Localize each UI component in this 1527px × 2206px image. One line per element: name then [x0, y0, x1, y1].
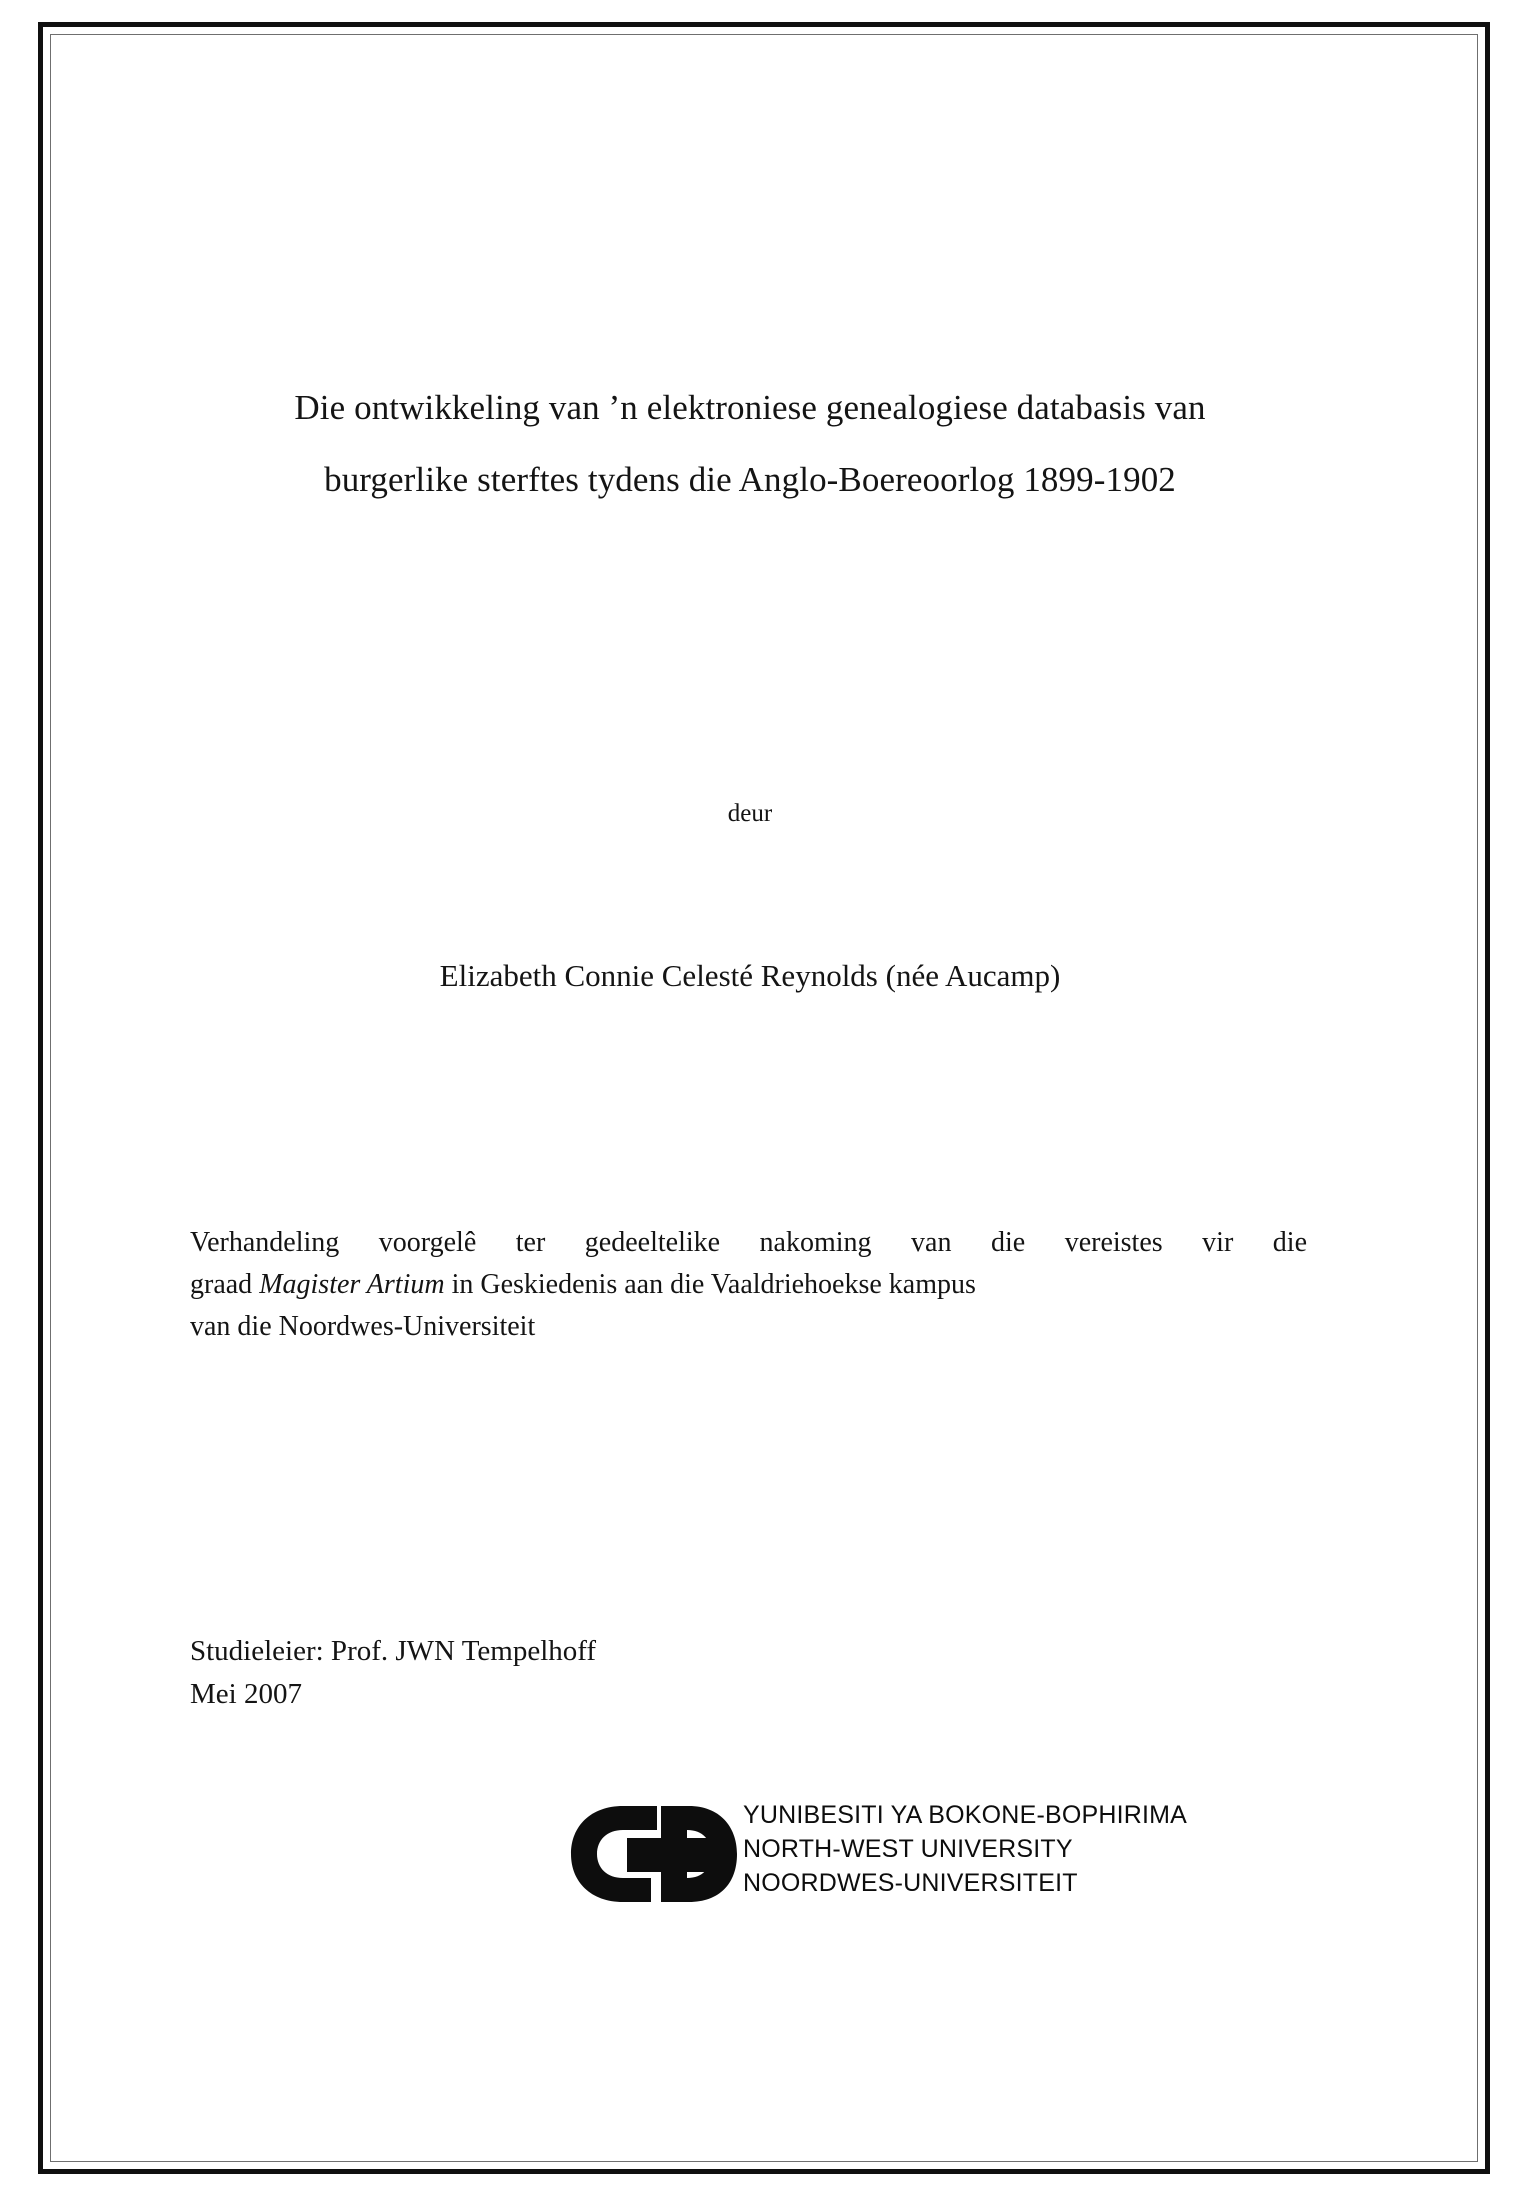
degree-statement-line-2-suffix: in Geskiedenis aan die Vaaldriehoekse kampus: [444, 1269, 976, 1300]
supervisor-block: [190, 1630, 1307, 1716]
author-name: Elizabeth Connie Celesté Reynolds (née Aucamp): [439, 958, 1061, 993]
degree-statement-line-2-prefix: graad: [190, 1269, 260, 1300]
logo-text-line-3: NOORDWES-UNIVERSITEIT: [743, 1869, 1078, 1897]
logo-text-line-2: NORTH-WEST UNIVERSITY: [743, 1835, 1073, 1863]
by-word: deur: [727, 800, 773, 827]
university-logo: [565, 1790, 1265, 1920]
degree-statement-line-1: Verhandeling voorgelê ter gedeeltelike nakoming van die vereistes vir die: [190, 1227, 1307, 1258]
degree-statement: [190, 1222, 1307, 1348]
nwu-logo-icon: [565, 1800, 765, 1910]
page-content: [150, 0, 1350, 2206]
supervisor-line: Studieleier: Prof. JWN Tempelhoff: [190, 1635, 597, 1667]
logo-text-block: [743, 1798, 1187, 1900]
date-line: Mei 2007: [190, 1678, 302, 1710]
title-line-2: burgerlike sterftes tydens die Anglo-Boereoorlog 1899-1902: [324, 460, 1176, 499]
page-title: [185, 372, 1315, 516]
title-line-1: Die ontwikkeling van ’n elektroniese genealogiese databasis van: [294, 388, 1206, 427]
logo-text-line-1: YUNIBESITI YA BOKONE-BOPHIRIMA: [743, 1801, 1188, 1829]
degree-name-italic: Magister Artium: [259, 1269, 445, 1300]
degree-statement-line-2: [190, 1264, 1307, 1306]
degree-statement-line-3: van die Noordwes-Universiteit: [190, 1311, 536, 1342]
